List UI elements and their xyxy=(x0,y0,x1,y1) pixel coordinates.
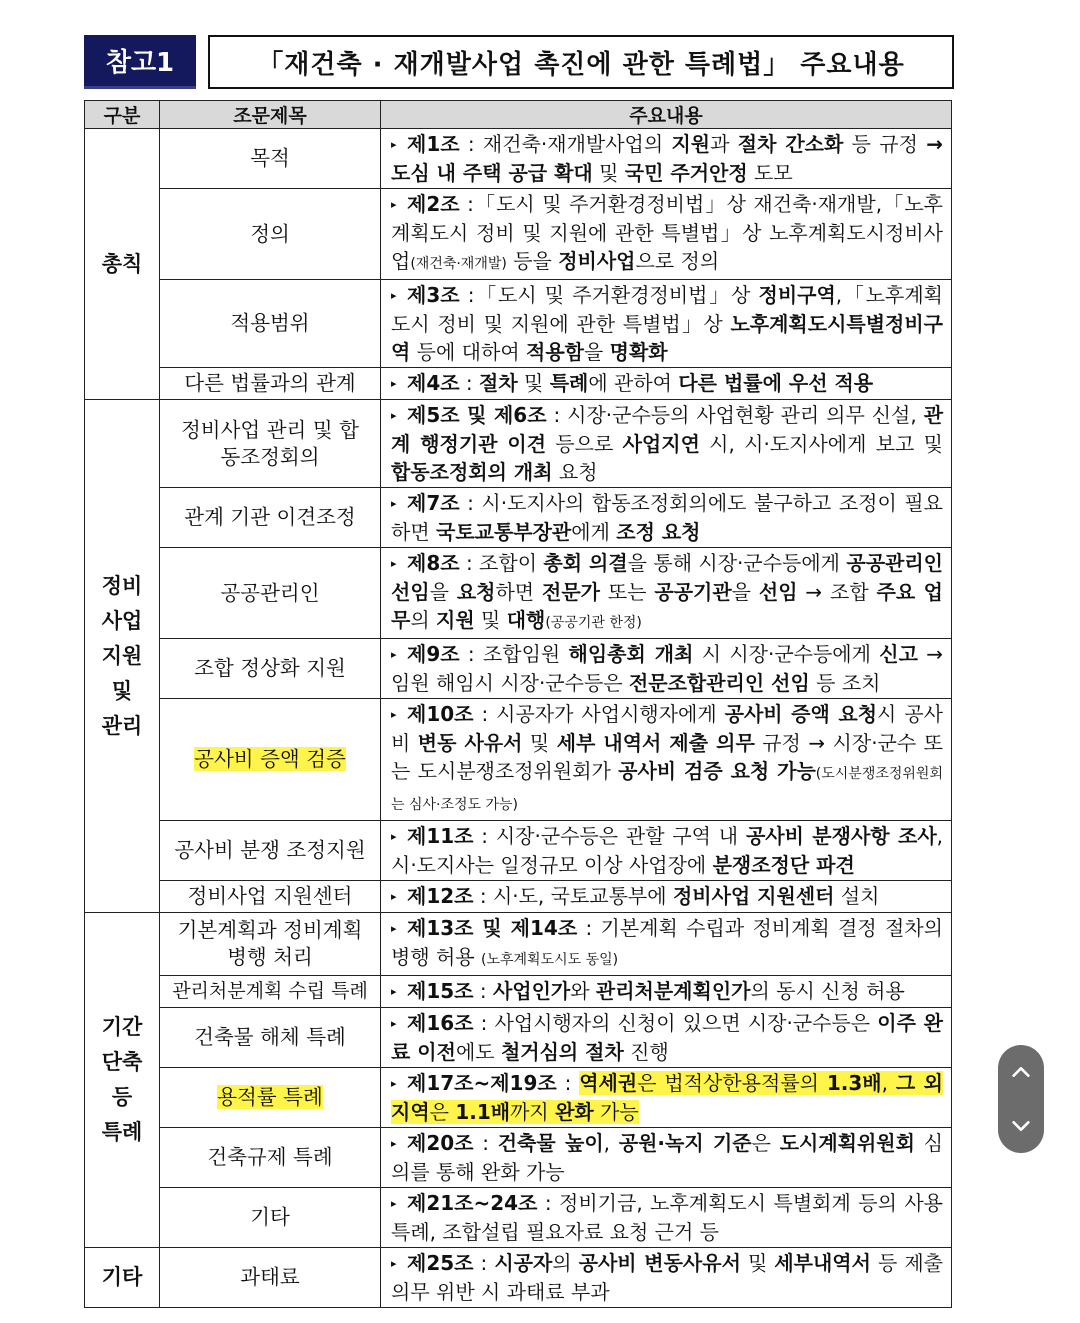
article-title: 목적 xyxy=(160,129,381,189)
content-text: 적용함 xyxy=(526,340,584,364)
content-text: : 시공자가 사업시행자에게 xyxy=(473,702,725,726)
table-header-row xyxy=(85,101,952,129)
content-text: 공원·녹지 기준 xyxy=(618,1131,752,1155)
content-text: → 임원 해임시 시장·군수등은 xyxy=(391,642,943,695)
content-text: → 조합 xyxy=(797,580,877,604)
bullet-icon: ▸ xyxy=(391,557,397,570)
article-title: 기타 xyxy=(160,1188,381,1248)
bullet-icon: ▸ xyxy=(391,1077,397,1090)
content-text: 에게 xyxy=(571,520,617,544)
content-text: 공사비 변동사유서 xyxy=(578,1251,741,1275)
content-text: 진행 xyxy=(623,1040,669,1064)
content-text: 합동조정회의 개최 xyxy=(391,460,553,484)
content-text: ,「노후계획도시 정비 및 지원에 관한 특별법」상 xyxy=(391,283,943,336)
content-text: : 정비기금, 노후계획도시 특별회계 등의 사용 특례, 조합설립 필요자료 요청 근거 등 xyxy=(391,1191,943,1244)
column-header-article: 조문제목 xyxy=(160,101,381,129)
content-text: : xyxy=(473,1251,495,1275)
category-cell-support xyxy=(85,400,160,913)
content-text: 국민 주거안정 xyxy=(624,161,748,185)
column-header-content: 주요내용 xyxy=(381,101,952,129)
content-cell xyxy=(381,400,952,488)
content-text: 은 xyxy=(751,1131,780,1155)
content-text: 정비사업 xyxy=(558,249,636,273)
table-row xyxy=(85,129,952,189)
article-title: 정비사업 지원센터 xyxy=(160,881,381,913)
content-text: 제15조 xyxy=(407,979,474,1003)
content-text: 및 xyxy=(740,1251,775,1275)
content-text: 및 xyxy=(517,371,550,395)
article-title: 기본계획과 정비계획 병행 처리 xyxy=(160,913,381,976)
table-row xyxy=(85,368,952,400)
content-text: 주요 업무 xyxy=(391,580,943,632)
bullet-icon: ▸ xyxy=(391,1137,397,1150)
content-text: 도시계획위원회 xyxy=(779,1131,915,1155)
content-cell xyxy=(381,189,952,280)
column-header-category: 구분 xyxy=(85,101,160,129)
article-title: 조합 정상화 지원 xyxy=(160,639,381,699)
content-cell xyxy=(381,881,952,913)
category-label: 총칙 xyxy=(101,251,143,276)
article-title: 건축물 해체 특례 xyxy=(160,1008,381,1068)
content-cell xyxy=(381,1188,952,1248)
article-title: 다른 법률과의 관계 xyxy=(160,368,381,400)
content-text: 조정 요청 xyxy=(616,520,701,544)
content-text: 정비구역 xyxy=(758,283,836,307)
content-cell xyxy=(381,280,952,368)
content-text: : 조합이 xyxy=(459,551,544,575)
content-text: 제5조 및 제6조 xyxy=(407,403,547,427)
content-text: 시 시장·군수등에게 xyxy=(693,642,880,666)
article-title-cell xyxy=(160,1068,381,1128)
bullet-icon: ▸ xyxy=(391,648,397,661)
content-text: : 시장·군수등의 사업현황 관리 의무 신설, xyxy=(546,403,924,427)
content-text: → 도심 내 주택 공급 확대 xyxy=(391,132,943,185)
content-text: 제4조 xyxy=(407,371,460,395)
table-row xyxy=(85,881,952,913)
article-title: 공사비 증액 검증 xyxy=(194,747,346,771)
content-text: 지원 xyxy=(671,132,711,156)
content-text: 등 조치 xyxy=(809,671,881,695)
content-text: , xyxy=(881,1071,896,1095)
table-row xyxy=(85,548,952,639)
content-text: , xyxy=(603,1131,619,1155)
content-text: : 시·도지사의 합동조정회의에도 불구하고 조정이 필요하면 xyxy=(391,491,943,544)
content-cell xyxy=(381,821,952,881)
content-text: : 시장·군수등은 관할 구역 내 xyxy=(473,824,746,848)
content-text: 으로 정의 xyxy=(635,249,720,273)
content-text: 공사비 분쟁사항 조사 xyxy=(745,824,937,848)
category-label: 등 xyxy=(111,1085,133,1109)
article-title: 관계 기관 이견조정 xyxy=(160,488,381,548)
content-text: 제25조 xyxy=(407,1251,474,1275)
content-text: 제10조 xyxy=(407,702,474,726)
content-cell xyxy=(381,368,952,400)
table-row xyxy=(85,699,952,821)
content-text: 공공관리인 선임 xyxy=(391,551,943,604)
table-row xyxy=(85,976,952,1008)
content-text: 또는 xyxy=(599,580,655,604)
content-cell xyxy=(381,1128,952,1188)
content-text: 1.1배 xyxy=(455,1100,511,1124)
article-title: 적용범위 xyxy=(160,280,381,368)
content-cell xyxy=(381,548,952,639)
content-text: 특례 xyxy=(549,371,589,395)
reference-badge: 참고1 xyxy=(84,35,196,89)
content-text: 절차 간소화 xyxy=(737,132,844,156)
bullet-icon: ▸ xyxy=(391,922,397,935)
content-text: : 기본계획 수립과 정비계획 결정 절차의 병행 허용 xyxy=(391,916,943,969)
article-title: 관리처분계획 수립 특례 xyxy=(160,976,381,1008)
table-row xyxy=(85,1248,952,1308)
content-text: 에도 xyxy=(455,1040,501,1064)
bullet-icon: ▸ xyxy=(391,377,397,390)
content-text: 제7조 xyxy=(407,491,460,515)
content-cell xyxy=(381,699,952,821)
content-text: 규정 → 시장·군수 또는 도시분쟁조정위원회가 xyxy=(391,731,943,783)
content-text: 공사비 증액 요청 xyxy=(724,702,878,726)
bullet-icon: ▸ xyxy=(391,708,397,721)
content-text: 제12조 xyxy=(407,884,474,908)
scroll-control xyxy=(998,1045,1044,1153)
article-title: 과태료 xyxy=(160,1248,381,1308)
content-text: 제3조 xyxy=(407,283,460,307)
table-row xyxy=(85,1188,952,1248)
content-text: : xyxy=(473,1131,498,1155)
content-text: 와 xyxy=(570,979,596,1003)
table-row xyxy=(85,1128,952,1188)
content-text: 등 규정 xyxy=(843,132,927,156)
content-text: 도모 xyxy=(747,161,793,185)
content-text: 변동 사유서 xyxy=(417,731,523,755)
content-text: 세부내역서 xyxy=(774,1251,871,1275)
content-text: 정비사업 지원센터 xyxy=(672,884,835,908)
content-text: 사업인가 xyxy=(492,979,571,1003)
content-text: 사업지연 xyxy=(622,432,700,456)
scroll-down-button[interactable] xyxy=(998,1099,1044,1153)
content-text: :「도시 및 주거환경정비법」상 재건축·재개발,「노후계획도시 정비 및 지원에 관한 특별법」상 노후계획도시정비사업 xyxy=(391,192,943,273)
category-cell-general xyxy=(85,129,160,400)
category-label: 정비 xyxy=(101,573,143,598)
content-text: 분쟁조정단 파견 xyxy=(712,853,855,877)
scroll-up-button[interactable] xyxy=(998,1045,1044,1099)
content-text: , 시·도지사는 일정규모 이상 사업장에 xyxy=(391,824,943,877)
category-label: 지원 xyxy=(101,643,143,668)
bullet-icon: ▸ xyxy=(391,289,397,302)
content-text: 의 xyxy=(410,608,437,632)
content-text: (노후계획도시도 동일) xyxy=(481,952,619,968)
article-title: 건축규제 특례 xyxy=(160,1128,381,1188)
article-title-cell xyxy=(160,699,381,821)
content-text: 공공기관 xyxy=(654,580,732,604)
content-text: 하면 xyxy=(495,580,543,604)
table-row xyxy=(85,488,952,548)
chevron-down-icon xyxy=(1010,1115,1032,1137)
article-title: 공사비 분쟁 조정지원 xyxy=(160,821,381,881)
content-text: 철거심의 절차 xyxy=(500,1040,624,1064)
content-text: 등에 대하여 xyxy=(410,340,527,364)
table-row xyxy=(85,280,952,368)
content-text: 심의를 통해 완화 가능 xyxy=(391,1131,944,1184)
content-text: 관리처분계획인가 xyxy=(595,979,751,1003)
content-text: 공사비 검증 요청 가능 xyxy=(618,759,816,783)
bullet-icon: ▸ xyxy=(391,198,397,211)
content-cell xyxy=(381,976,952,1008)
content-text: : xyxy=(473,979,493,1003)
article-title: 용적률 특례 xyxy=(217,1085,323,1109)
content-text: 을 xyxy=(583,340,610,364)
content-text: 등 제출의무 위반 시 과태료 부과 xyxy=(391,1251,943,1304)
table-row xyxy=(85,639,952,699)
content-text: 시, 시·도지사에게 보고 및 xyxy=(699,432,943,456)
content-text: 제11조 xyxy=(407,824,474,848)
content-text: (도시분쟁조정위원회는 심사·조정도 가능) xyxy=(391,766,943,813)
bullet-icon: ▸ xyxy=(391,497,397,510)
content-text: 을 xyxy=(731,580,759,604)
content-text: 제9조 xyxy=(407,642,460,666)
content-text: 및 xyxy=(522,731,557,755)
table-row xyxy=(85,1068,952,1128)
content-cell xyxy=(381,488,952,548)
table-row xyxy=(85,821,952,881)
content-text: 및 xyxy=(592,161,625,185)
content-text: 역세권 xyxy=(579,1071,638,1095)
content-text: : 사업시행자의 신청이 있으면 시장·군수등은 xyxy=(473,1011,878,1035)
content-text: 설치 xyxy=(834,884,880,908)
content-text: 및 xyxy=(474,608,507,632)
content-text: 과 xyxy=(710,132,738,156)
document-title: 「재건축 · 재개발사업 촉진에 관한 특례법」 주요내용 xyxy=(208,35,954,89)
content-text: 명확화 xyxy=(609,340,668,364)
content-text: 1.3배 xyxy=(826,1071,882,1095)
content-cell xyxy=(381,1248,952,1308)
bullet-icon: ▸ xyxy=(391,1017,397,1030)
content-cell xyxy=(381,639,952,699)
content-text: 의 동시 신청 허용 xyxy=(750,979,905,1003)
content-text: 시 공사비 xyxy=(391,702,943,755)
content-text: 대행 xyxy=(506,608,546,632)
category-label: 단축 xyxy=(101,1050,143,1074)
category-label: 관리 xyxy=(101,713,143,738)
content-text: : xyxy=(459,371,480,395)
content-text: 세부 내역서 제출 의무 xyxy=(556,731,755,755)
content-text: 다른 법률에 우선 적용 xyxy=(678,371,874,395)
content-text: 등을 xyxy=(506,249,559,273)
category-label: 사업 xyxy=(101,608,143,633)
category-label: 기간 xyxy=(101,1015,143,1039)
content-text: 제20조 xyxy=(407,1131,474,1155)
bullet-icon: ▸ xyxy=(391,409,397,422)
content-text: 완화 xyxy=(555,1100,594,1124)
content-text: 제13조 및 제14조 xyxy=(407,916,578,940)
content-text: 제2조 xyxy=(407,192,460,216)
content-text: : 조합임원 xyxy=(459,642,569,666)
content-text: 제17조~제19조 xyxy=(407,1071,557,1095)
content-text: :「도시 및 주거환경정비법」상 xyxy=(459,283,759,307)
table-row xyxy=(85,189,952,280)
bullet-icon: ▸ xyxy=(391,830,397,843)
content-cell xyxy=(381,1068,952,1128)
content-text: 국토교통부장관 xyxy=(436,520,572,544)
article-title: 정의 xyxy=(160,189,381,280)
content-text: 선임 xyxy=(758,580,798,604)
content-text: 절차 xyxy=(479,371,518,395)
chevron-up-icon xyxy=(1010,1061,1032,1083)
content-text: 건축물 높이 xyxy=(497,1131,604,1155)
content-text: 요청 xyxy=(552,460,598,484)
content-text: (공공기관 한정) xyxy=(545,615,642,631)
content-cell xyxy=(381,129,952,189)
content-text: 노후계획도시특별정비구역 xyxy=(391,312,943,364)
content-text: (재건축·재개발) xyxy=(410,256,507,272)
content-text: 의 xyxy=(552,1251,579,1275)
content-text: : 시·도, 국토교통부에 xyxy=(473,884,673,908)
content-text: 전문가 xyxy=(542,580,600,604)
category-label: 기타 xyxy=(101,1265,143,1289)
content-text: : 재건축·재개발사업의 xyxy=(459,132,672,156)
content-text: 총회 의결 xyxy=(543,551,628,575)
content-text: 등으로 xyxy=(546,432,623,456)
content-text: 에 관하여 xyxy=(588,371,679,395)
article-title: 공공관리인 xyxy=(160,548,381,639)
content-text: 시공자 xyxy=(494,1251,553,1275)
content-text: 그 외 지역 xyxy=(391,1071,943,1124)
content-text: 제1조 xyxy=(407,132,460,156)
content-text: 은 법적상한용적률의 xyxy=(637,1071,827,1095)
content-text: 제8조 xyxy=(407,551,460,575)
bullet-icon: ▸ xyxy=(391,1197,397,1210)
summary-table xyxy=(84,100,952,1308)
content-text: 신고 xyxy=(879,642,918,666)
content-text: : xyxy=(556,1071,580,1095)
content-text: 까지 xyxy=(510,1100,556,1124)
bullet-icon: ▸ xyxy=(391,985,397,998)
content-text: 지원 xyxy=(436,608,475,632)
category-cell-fasttrack xyxy=(85,913,160,1248)
header xyxy=(84,35,954,89)
category-cell-misc xyxy=(85,1248,160,1308)
table-row xyxy=(85,400,952,488)
content-text: 은 xyxy=(429,1100,456,1124)
category-label: 특례 xyxy=(101,1120,143,1144)
article-title: 정비사업 관리 및 합동조정회의 xyxy=(160,400,381,488)
table-row xyxy=(85,1008,952,1068)
content-text: 이주 완료 이전 xyxy=(391,1011,943,1064)
content-cell xyxy=(381,913,952,976)
content-text: 제16조 xyxy=(407,1011,474,1035)
bullet-icon: ▸ xyxy=(391,1257,397,1270)
content-text: 을 xyxy=(429,580,457,604)
content-cell xyxy=(381,1008,952,1068)
content-text: 관계 행정기관 이견 xyxy=(391,403,944,456)
content-text: 제21조~24조 xyxy=(407,1191,538,1215)
table-row xyxy=(85,913,952,976)
content-text: 전문조합관리인 선임 xyxy=(628,671,810,695)
bullet-icon: ▸ xyxy=(391,138,397,151)
content-text: 요청 xyxy=(456,580,496,604)
content-text: 을 통해 시장·군수등에게 xyxy=(627,551,847,575)
bullet-icon: ▸ xyxy=(391,890,397,903)
content-text: 해임총회 개최 xyxy=(568,642,694,666)
content-text: 가능 xyxy=(593,1100,639,1124)
category-label: 및 xyxy=(111,678,133,703)
